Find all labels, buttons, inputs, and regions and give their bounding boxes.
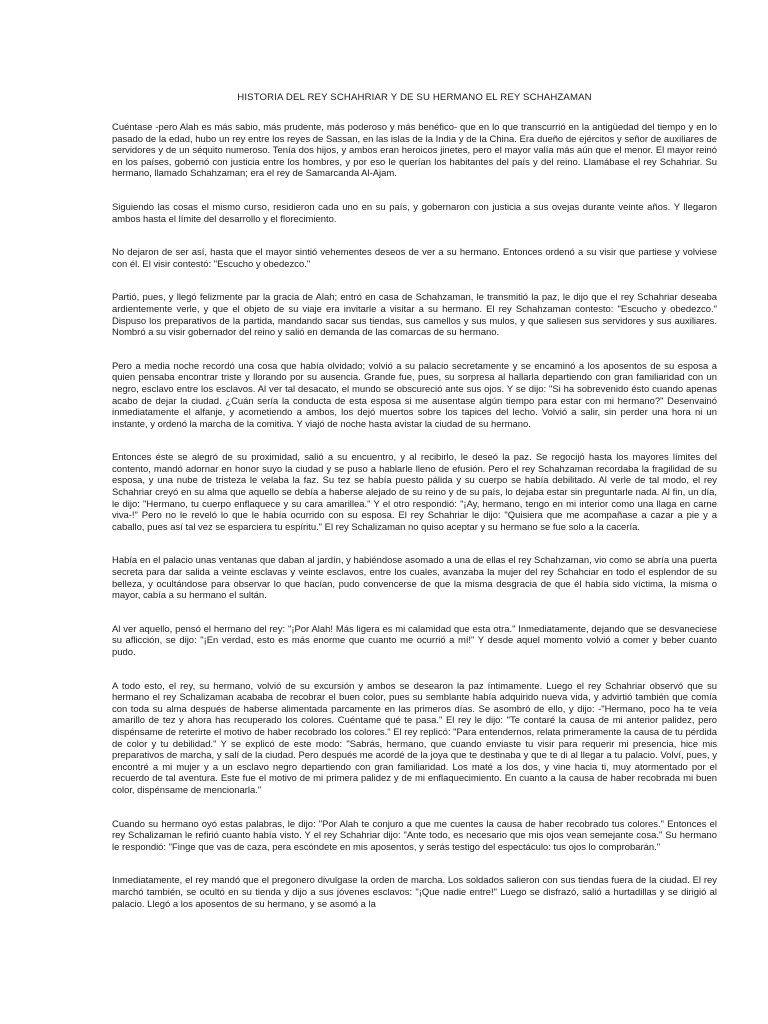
paragraph-6: Entonces éste se alegró de su proximidad, salió a su encuentro, y al recibirlo, le deseó la paz. Se regocijó hasta los mayores límites del contento, mandó adornar en honor suyo la ciudad y se puso a hablarle lleno de efusión. Pero el rey Schahzaman recordaba la fragilidad de su esposa, y una nube de tristeza le velaba la faz. Su tez se había puesto pálida y su cuerpo se había debilitado. Al verle de tal modo, el rey Schahriar creyó en su alma que aquello se debía a haberse alejado de su reino y de su país, lo dejaba estar sin preguntarle nada. Al fin, un día, le dijo: "Hermano, tu cuerpo enflaquece y su cara amarillea." Y el otro respondió: "¡Ay, hermano, tengo en mi interior como una llaga en carne viva-!" Pero no le reveló lo que le había ocurrido con su esposa. El rey Schahriar le dijo: "Quisiera que me acompañase a cazar a pie y a caballo, pues así tal vez se esparciera tu espíritu." El rey Schalizaman no quiso aceptar y su hermano se fue solo a la cacería.: [112, 452, 717, 533]
paragraph-4: Partió, pues, y llegó felizmente par la gracia de Alah; entró en casa de Schahzaman, le transmitió la paz, le dijo que el rey Schahriar deseaba ardientemente verle, y que el objeto de su viaje era invitarle a visitar a su hermano. El rey Schahzaman contesto: "Escucho y obedezco." Dispuso los preparativos de la partida, mandando sacar sus tiendas, sus camellos y sus mulos, y que saliesen sus servidores y sus auxiliares. Nombró a su visir gobernador del reino y salió en demanda de las comarcas de su hermano.: [112, 292, 717, 339]
document-body: [112, 122, 717, 932]
paragraph-5: Pero a media noche recordó una cosa que había olvidado; volvió a su palacio secretamente y se encaminó a los aposentos de su esposa a quien pensaba encontrar triste y llorando por su ausencia. Grande fue, pues, su sorpresa al hallarla departiendo con gran familiaridad con un negro, esclavo entre los esclavos. Al ver tal desacato, el mundo se obscureció ante sus ojos. Y se dijo: "Si ha sobrevenido ésto cuando apenas acabo de dejar la ciudad. ¿Cuán sería la conducta de esta esposa si me ausentase algún tiempo para estar con mi hermano?" Desenvainó inmediatamente el alfanje, y acometiendo a ambos, los dejó muertos sobre los tapices del lecho. Volvió a salir, sin perder una hora ni un instante, y ordenó la marcha de la comitiva. Y viajó de noche hasta avistar la ciudad de su hermano.: [112, 360, 717, 430]
paragraph-9: A todo esto, el rey, su hermano, volvió de su excursión y ambos se desearon la paz íntimamente. Luego el rey Schahriar observó que su hermano el rey Schalizaman acababa de recobrar el buen color, pues su semblante había adquirido nueva vida, y advirtió también que comía con toda su alma después de haberse alimentada parcamente en las primeros días. Se asombró de ello, y dijo: -"Hermano, poco ha te veía amarillo de tez y ahora has recuperado los colores. Cuéntame qué te pasa." El rey le dijo: "Te contaré la causa de mi anterior palidez, pero dispénsame de reterirte el motivo de haber recobrado los colores." El rey replicó: "Para entendernos, relata primeramente la causa de tu pérdida de color y tu debilidad." Y se explicó de este modo: "Sabrás, hermano, que cuando enviaste tu visir para requerir mi presencia, hice mis preparativos de marcha, y salí de la ciudad. Pero después me acordé de la joya que te destinaba y que te di al llegar a tu palacio. Volví, pues, y encontré a mi mujer y a un esclavo negro departiendo con gran familiaridad. Los maté a los dos, y vine hacia ti, muy atormentado por el recuerdo de tal aventura. Este fue el motivo de mi primera palidez y de mi enflaquecimiento. En cuanto a la causa de haber recobrada mi buen color, dispénsame de mencionarla.": [112, 680, 717, 796]
paragraph-11: Inmediatamente, el rey mandó que el pregonero divulgase la orden de marcha. Los soldados salieron con sus tiendas fuera de la ciudad. El rey marchó también, se ocultó en su tienda y dijo a sus jóvenes esclavos: "¡Que nadie entre!" Luego se disfrazó, salió a hurtadillas y se dirigió al palacio. Llegó a los aposentos de su hermano, y se asomó a la: [112, 875, 717, 910]
paragraph-8: Al ver aquello, pensó el hermano del rey: "¡Por Alah! Más ligera es mi calamidad que esta otra." Inmediatamente, dejando que se desvaneciese su aflicción, se dijo: "¡En verdad, esto es más enorme que cuanto me ocurrió a mí!" Y desde aquel momento volvió a comer y beber cuanto pudo.: [112, 623, 717, 658]
paragraph-7: Había en el palacio unas ventanas que daban al jardín, y habiéndose asomado a una de ellas el rey Schahzaman, vio como se abría una puerta secreta para dar salida a veinte esclavas y veinte esclavos, entre los cuales, avanzaba la mujer del rey Schahciar en todo el esplendor de su belleza, y ocultándose para observar lo que hacían, pudo convencerse de que la misma desgracia de que él había sido víctima, la misma o mayor, cabía a su hermano el sultán.: [112, 555, 717, 602]
document-title: HISTORIA DEL REY SCHAHRIAR Y DE SU HERMANO EL REY SCHAHZAMAN: [237, 92, 592, 103]
paragraph-1: Cuéntase -pero Alah es más sabio, más prudente, más poderoso y más benéfico- que en lo que transcurrió en la antigüedad del tiempo y en lo pasado de la edad, hubo un rey entre los reyes de Sassan, en las islas de la India y de la China. Era dueño de ejércitos y señor de auxiliares de servidores y de un séquito numeroso. Tenía dos hijos, y ambos eran heroicos jinetes, pero el mayor valía más aún que el menor. El mayor reinó en los países, gobernó con justicia entre los hombres, y por eso le querían los habitantes del país y del reino. Llamábase el rey Schahriar. Su hermano, llamado Schahzaman; era el rey de Samarcanda Al-Ajam.: [112, 122, 717, 180]
paragraph-3: No dejaron de ser así, hasta que el mayor sintió vehementes deseos de ver a su hermano. Entonces ordenó a su visir que partiese y volviese con él. El visir contestó: "Escucho y obedezco.": [112, 247, 717, 270]
paragraph-2: Siguiendo las cosas el mismo curso, residieron cada uno en su país, y gobernaron con justicia a sus ovejas durante veinte años. Y llegaron ambos hasta el límite del desarrollo y el florecimiento.: [112, 201, 717, 225]
paragraph-10: Cuando su hermano oyó estas palabras, le dijo: "Por Alah te conjuro a que me cuentes la causa de haber recobrado tus colores." Entonces el rey Schalizaman le refirió cuanto había visto. Y el rey Schahriar dijo: "Ante todo, es necesario que mis ojos vean semejante cosa." Su hermano le respondió: "Finge que vas de caza, pera escóndete en mis aposentos, y serás testigo del espectáculo: tus ojos lo comprobarán.": [112, 818, 717, 853]
